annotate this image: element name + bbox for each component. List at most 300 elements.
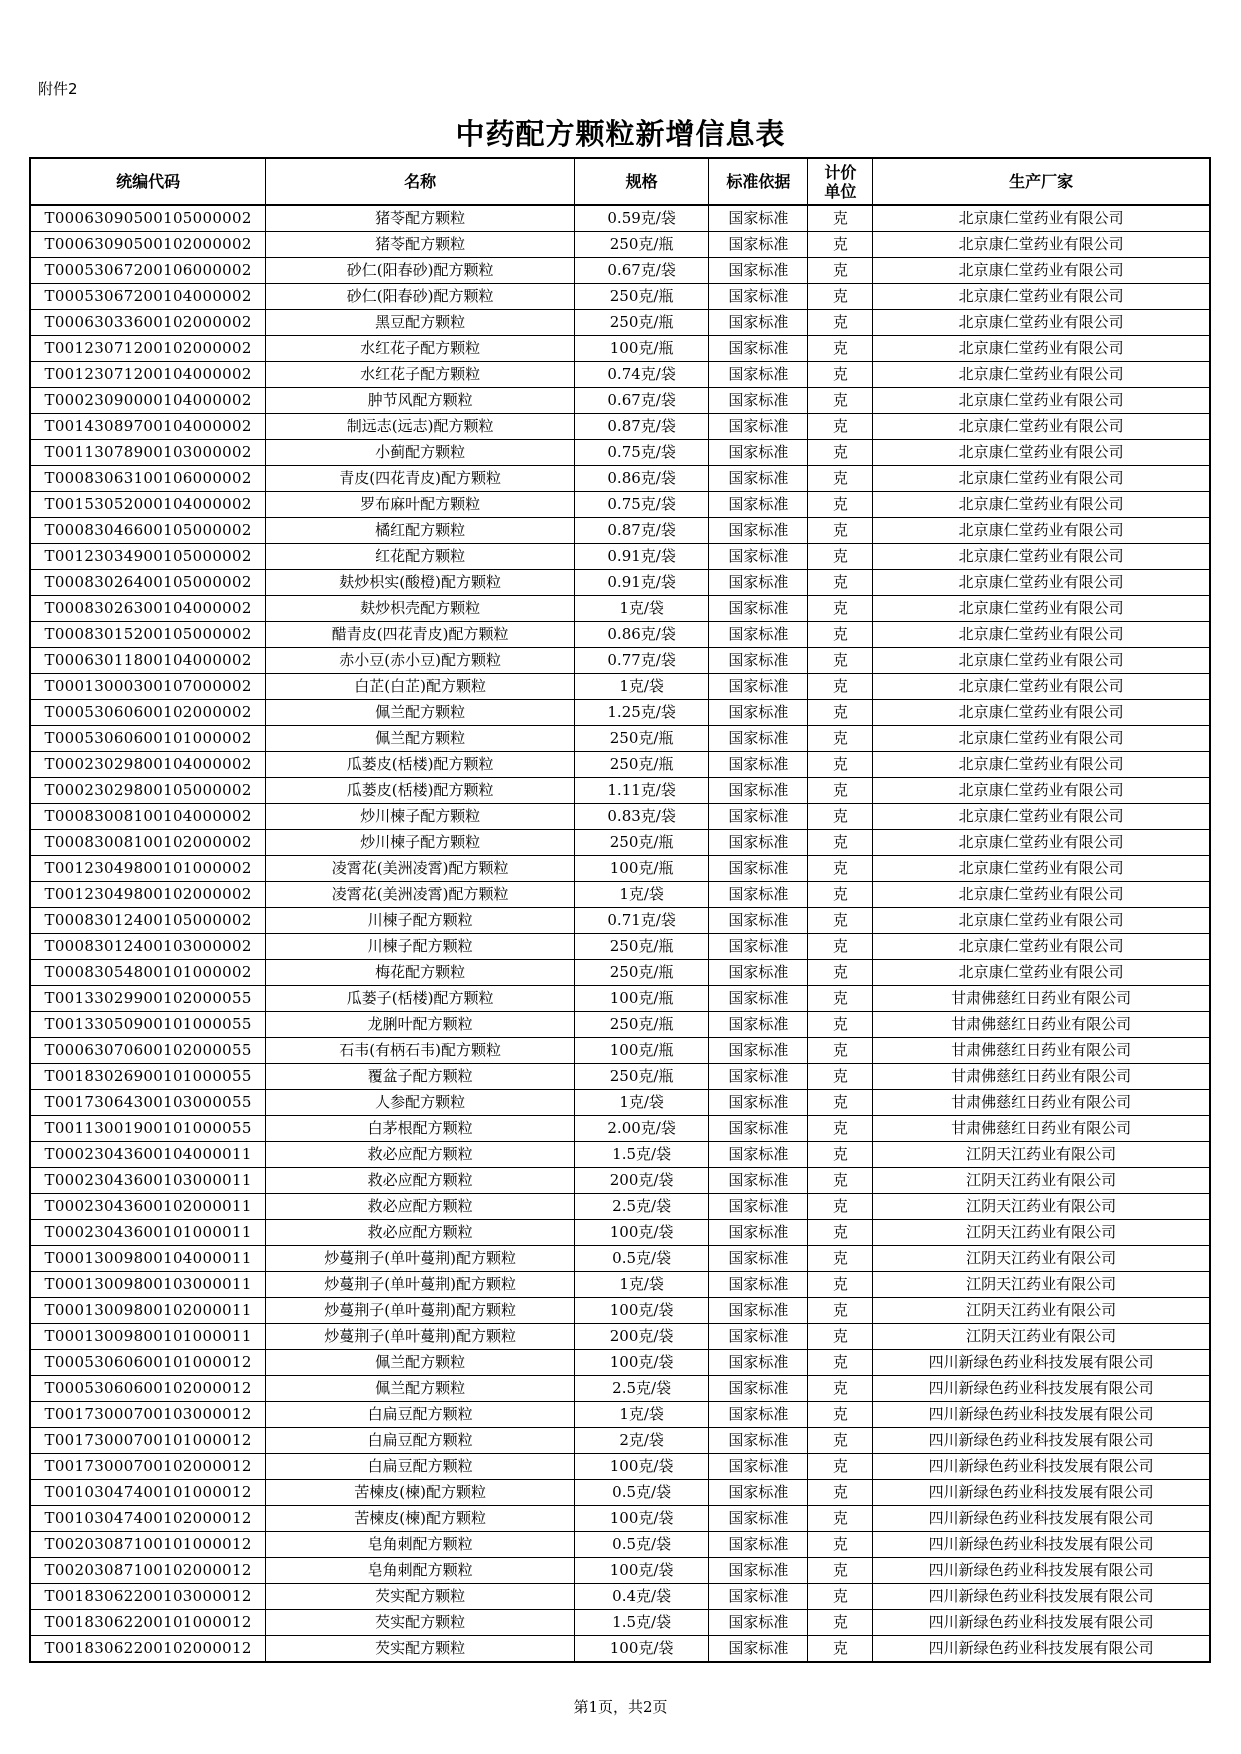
cell-standard: 国家标准 xyxy=(709,1038,808,1064)
cell-unit: 克 xyxy=(808,544,873,570)
cell-manufacturer: 北京康仁堂药业有限公司 xyxy=(873,336,1210,362)
cell-manufacturer: 四川新绿色药业科技发展有限公司 xyxy=(873,1402,1210,1428)
cell-code: T00123049800101000002 xyxy=(30,856,266,882)
cell-spec: 0.87克/袋 xyxy=(574,518,708,544)
cell-unit: 克 xyxy=(808,1116,873,1142)
table-row xyxy=(30,284,1210,310)
cell-name: 皂角刺配方颗粒 xyxy=(266,1532,575,1558)
cell-manufacturer: 江阴天江药业有限公司 xyxy=(873,1298,1210,1324)
table-row xyxy=(30,362,1210,388)
cell-spec: 2.5克/袋 xyxy=(574,1194,708,1220)
cell-code: T00063090500102000002 xyxy=(30,232,266,258)
cell-name: 凌霄花(美洲凌霄)配方颗粒 xyxy=(266,856,575,882)
cell-standard: 国家标准 xyxy=(709,1090,808,1116)
cell-spec: 0.71克/袋 xyxy=(574,908,708,934)
cell-spec: 250克/瓶 xyxy=(574,1064,708,1090)
cell-name: 小蓟配方颗粒 xyxy=(266,440,575,466)
cell-name: 芡实配方颗粒 xyxy=(266,1584,575,1610)
table-row xyxy=(30,258,1210,284)
cell-standard: 国家标准 xyxy=(709,284,808,310)
cell-unit: 克 xyxy=(808,205,873,232)
cell-spec: 0.67克/袋 xyxy=(574,388,708,414)
cell-code: T00083012400103000002 xyxy=(30,934,266,960)
cell-spec: 0.91克/袋 xyxy=(574,544,708,570)
cell-code: T00013009800103000011 xyxy=(30,1272,266,1298)
cell-standard: 国家标准 xyxy=(709,1272,808,1298)
cell-spec: 1.11克/袋 xyxy=(574,778,708,804)
table-row xyxy=(30,778,1210,804)
cell-spec: 0.5克/袋 xyxy=(574,1532,708,1558)
header-manufacturer: 生产厂家 xyxy=(873,158,1210,205)
table-row xyxy=(30,1116,1210,1142)
cell-spec: 1克/袋 xyxy=(574,1402,708,1428)
cell-spec: 1克/袋 xyxy=(574,1272,708,1298)
cell-manufacturer: 江阴天江药业有限公司 xyxy=(873,1142,1210,1168)
cell-unit: 克 xyxy=(808,648,873,674)
cell-standard: 国家标准 xyxy=(709,726,808,752)
cell-code: T00103047400101000012 xyxy=(30,1480,266,1506)
table-row xyxy=(30,1610,1210,1636)
cell-code: T00203087100101000012 xyxy=(30,1532,266,1558)
cell-manufacturer: 四川新绿色药业科技发展有限公司 xyxy=(873,1480,1210,1506)
cell-name: 赤小豆(赤小豆)配方颗粒 xyxy=(266,648,575,674)
cell-name: 炒蔓荆子(单叶蔓荆)配方颗粒 xyxy=(266,1272,575,1298)
cell-manufacturer: 甘肃佛慈红日药业有限公司 xyxy=(873,1038,1210,1064)
cell-code: T00083054800101000002 xyxy=(30,960,266,986)
cell-code: T00173000700101000012 xyxy=(30,1428,266,1454)
table-row xyxy=(30,1402,1210,1428)
cell-spec: 0.75克/袋 xyxy=(574,440,708,466)
cell-name: 橘红配方颗粒 xyxy=(266,518,575,544)
cell-code: T00083012400105000002 xyxy=(30,908,266,934)
cell-code: T00023043600101000011 xyxy=(30,1220,266,1246)
cell-code: T00083008100104000002 xyxy=(30,804,266,830)
cell-code: T00023043600104000011 xyxy=(30,1142,266,1168)
cell-standard: 国家标准 xyxy=(709,856,808,882)
cell-code: T00053060600102000012 xyxy=(30,1376,266,1402)
cell-name: 白芷(白芷)配方颗粒 xyxy=(266,674,575,700)
cell-spec: 100克/袋 xyxy=(574,1506,708,1532)
cell-name: 佩兰配方颗粒 xyxy=(266,1350,575,1376)
cell-unit: 克 xyxy=(808,570,873,596)
cell-manufacturer: 北京康仁堂药业有限公司 xyxy=(873,232,1210,258)
cell-unit: 克 xyxy=(808,518,873,544)
cell-manufacturer: 甘肃佛慈红日药业有限公司 xyxy=(873,1064,1210,1090)
header-code: 统编代码 xyxy=(30,158,266,205)
cell-standard: 国家标准 xyxy=(709,362,808,388)
cell-spec: 250克/瓶 xyxy=(574,232,708,258)
table-row xyxy=(30,960,1210,986)
cell-code: T00053060600101000012 xyxy=(30,1350,266,1376)
table-header-row xyxy=(30,158,1210,205)
cell-unit: 克 xyxy=(808,336,873,362)
cell-name: 人参配方颗粒 xyxy=(266,1090,575,1116)
cell-manufacturer: 四川新绿色药业科技发展有限公司 xyxy=(873,1610,1210,1636)
table-row xyxy=(30,1142,1210,1168)
cell-unit: 克 xyxy=(808,1220,873,1246)
cell-code: T00083015200105000002 xyxy=(30,622,266,648)
cell-spec: 100克/袋 xyxy=(574,1350,708,1376)
cell-standard: 国家标准 xyxy=(709,960,808,986)
cell-standard: 国家标准 xyxy=(709,492,808,518)
cell-code: T00173064300103000055 xyxy=(30,1090,266,1116)
cell-code: T00013009800104000011 xyxy=(30,1246,266,1272)
cell-standard: 国家标准 xyxy=(709,518,808,544)
cell-unit: 克 xyxy=(808,310,873,336)
cell-standard: 国家标准 xyxy=(709,830,808,856)
cell-code: T00123071200104000002 xyxy=(30,362,266,388)
cell-unit: 克 xyxy=(808,492,873,518)
cell-unit: 克 xyxy=(808,362,873,388)
header-standard: 标准依据 xyxy=(709,158,808,205)
cell-name: 佩兰配方颗粒 xyxy=(266,700,575,726)
cell-spec: 250克/瓶 xyxy=(574,726,708,752)
cell-name: 救必应配方颗粒 xyxy=(266,1168,575,1194)
cell-manufacturer: 四川新绿色药业科技发展有限公司 xyxy=(873,1376,1210,1402)
table-row xyxy=(30,1038,1210,1064)
cell-spec: 1.5克/袋 xyxy=(574,1142,708,1168)
cell-name: 白扁豆配方颗粒 xyxy=(266,1428,575,1454)
table-row xyxy=(30,336,1210,362)
cell-spec: 100克/袋 xyxy=(574,1298,708,1324)
cell-standard: 国家标准 xyxy=(709,1350,808,1376)
cell-spec: 100克/袋 xyxy=(574,1454,708,1480)
cell-standard: 国家标准 xyxy=(709,205,808,232)
cell-unit: 克 xyxy=(808,1454,873,1480)
cell-code: T00023043600102000011 xyxy=(30,1194,266,1220)
cell-manufacturer: 四川新绿色药业科技发展有限公司 xyxy=(873,1506,1210,1532)
cell-standard: 国家标准 xyxy=(709,622,808,648)
cell-manufacturer: 北京康仁堂药业有限公司 xyxy=(873,908,1210,934)
cell-spec: 2.5克/袋 xyxy=(574,1376,708,1402)
cell-name: 救必应配方颗粒 xyxy=(266,1220,575,1246)
cell-spec: 0.87克/袋 xyxy=(574,414,708,440)
cell-name: 瓜蒌子(栝楼)配方颗粒 xyxy=(266,986,575,1012)
table-row xyxy=(30,1012,1210,1038)
cell-manufacturer: 北京康仁堂药业有限公司 xyxy=(873,804,1210,830)
cell-spec: 0.77克/袋 xyxy=(574,648,708,674)
cell-name: 红花配方颗粒 xyxy=(266,544,575,570)
table-body xyxy=(30,205,1210,1662)
cell-name: 醋青皮(四花青皮)配方颗粒 xyxy=(266,622,575,648)
cell-standard: 国家标准 xyxy=(709,1558,808,1584)
cell-standard: 国家标准 xyxy=(709,908,808,934)
table-row xyxy=(30,726,1210,752)
cell-code: T00023029800105000002 xyxy=(30,778,266,804)
table-row xyxy=(30,1480,1210,1506)
cell-code: T00013000300107000002 xyxy=(30,674,266,700)
cell-code: T00123071200102000002 xyxy=(30,336,266,362)
cell-manufacturer: 北京康仁堂药业有限公司 xyxy=(873,440,1210,466)
cell-manufacturer: 北京康仁堂药业有限公司 xyxy=(873,466,1210,492)
cell-spec: 100克/瓶 xyxy=(574,986,708,1012)
cell-manufacturer: 北京康仁堂药业有限公司 xyxy=(873,830,1210,856)
cell-name: 瓜蒌皮(栝楼)配方颗粒 xyxy=(266,778,575,804)
cell-spec: 250克/瓶 xyxy=(574,284,708,310)
cell-standard: 国家标准 xyxy=(709,700,808,726)
cell-name: 苦楝皮(楝)配方颗粒 xyxy=(266,1506,575,1532)
cell-spec: 0.86克/袋 xyxy=(574,466,708,492)
cell-code: T00083063100106000002 xyxy=(30,466,266,492)
cell-code: T00023090000104000002 xyxy=(30,388,266,414)
cell-standard: 国家标准 xyxy=(709,1636,808,1663)
cell-code: T00133050900101000055 xyxy=(30,1012,266,1038)
header-unit-line1: 计价 xyxy=(824,162,857,182)
cell-name: 白茅根配方颗粒 xyxy=(266,1116,575,1142)
cell-name: 凌霄花(美洲凌霄)配方颗粒 xyxy=(266,882,575,908)
cell-unit: 克 xyxy=(808,1350,873,1376)
cell-spec: 1克/袋 xyxy=(574,674,708,700)
table-row xyxy=(30,1454,1210,1480)
cell-name: 猪苓配方颗粒 xyxy=(266,205,575,232)
cell-manufacturer: 江阴天江药业有限公司 xyxy=(873,1194,1210,1220)
cell-name: 砂仁(阳春砂)配方颗粒 xyxy=(266,284,575,310)
cell-code: T00053060600102000002 xyxy=(30,700,266,726)
table-row xyxy=(30,622,1210,648)
cell-manufacturer: 北京康仁堂药业有限公司 xyxy=(873,362,1210,388)
cell-name: 龙脷叶配方颗粒 xyxy=(266,1012,575,1038)
cell-unit: 克 xyxy=(808,1402,873,1428)
cell-manufacturer: 四川新绿色药业科技发展有限公司 xyxy=(873,1584,1210,1610)
cell-name: 麸炒枳实(酸橙)配方颗粒 xyxy=(266,570,575,596)
cell-unit: 克 xyxy=(808,1038,873,1064)
cell-spec: 100克/袋 xyxy=(574,1220,708,1246)
cell-standard: 国家标准 xyxy=(709,1480,808,1506)
cell-spec: 250克/瓶 xyxy=(574,752,708,778)
table-row xyxy=(30,1636,1210,1663)
cell-spec: 100克/瓶 xyxy=(574,856,708,882)
cell-code: T00063033600102000002 xyxy=(30,310,266,336)
cell-code: T00063011800104000002 xyxy=(30,648,266,674)
cell-spec: 250克/瓶 xyxy=(574,934,708,960)
table-row xyxy=(30,1350,1210,1376)
cell-standard: 国家标准 xyxy=(709,440,808,466)
table-row xyxy=(30,934,1210,960)
header-name: 名称 xyxy=(266,158,575,205)
header-unit xyxy=(808,158,873,205)
cell-unit: 克 xyxy=(808,752,873,778)
cell-spec: 0.91克/袋 xyxy=(574,570,708,596)
cell-unit: 克 xyxy=(808,1480,873,1506)
cell-spec: 2克/袋 xyxy=(574,1428,708,1454)
cell-name: 炒蔓荆子(单叶蔓荆)配方颗粒 xyxy=(266,1246,575,1272)
cell-spec: 2.00克/袋 xyxy=(574,1116,708,1142)
cell-name: 水红花子配方颗粒 xyxy=(266,336,575,362)
cell-name: 水红花子配方颗粒 xyxy=(266,362,575,388)
cell-unit: 克 xyxy=(808,1532,873,1558)
table-row xyxy=(30,856,1210,882)
cell-unit: 克 xyxy=(808,1610,873,1636)
cell-code: T00173000700102000012 xyxy=(30,1454,266,1480)
cell-standard: 国家标准 xyxy=(709,1116,808,1142)
cell-standard: 国家标准 xyxy=(709,1324,808,1350)
table-row xyxy=(30,1298,1210,1324)
cell-code: T00173000700103000012 xyxy=(30,1402,266,1428)
cell-spec: 200克/袋 xyxy=(574,1324,708,1350)
cell-unit: 克 xyxy=(808,804,873,830)
cell-standard: 国家标准 xyxy=(709,1584,808,1610)
cell-code: T00103047400102000012 xyxy=(30,1506,266,1532)
cell-manufacturer: 北京康仁堂药业有限公司 xyxy=(873,700,1210,726)
table-row xyxy=(30,388,1210,414)
cell-manufacturer: 江阴天江药业有限公司 xyxy=(873,1324,1210,1350)
cell-standard: 国家标准 xyxy=(709,752,808,778)
table-row xyxy=(30,1194,1210,1220)
table-row xyxy=(30,674,1210,700)
page-title: 中药配方颗粒新增信息表 xyxy=(455,117,786,151)
cell-manufacturer: 北京康仁堂药业有限公司 xyxy=(873,778,1210,804)
cell-unit: 克 xyxy=(808,856,873,882)
cell-standard: 国家标准 xyxy=(709,466,808,492)
cell-standard: 国家标准 xyxy=(709,1610,808,1636)
table-row xyxy=(30,1506,1210,1532)
cell-unit: 克 xyxy=(808,1168,873,1194)
table-row xyxy=(30,1090,1210,1116)
cell-standard: 国家标准 xyxy=(709,388,808,414)
cell-code: T00203087100102000012 xyxy=(30,1558,266,1584)
cell-unit: 克 xyxy=(808,934,873,960)
cell-name: 砂仁(阳春砂)配方颗粒 xyxy=(266,258,575,284)
cell-unit: 克 xyxy=(808,1636,873,1663)
cell-spec: 0.83克/袋 xyxy=(574,804,708,830)
cell-unit: 克 xyxy=(808,830,873,856)
table-row xyxy=(30,1532,1210,1558)
cell-name: 芡实配方颗粒 xyxy=(266,1636,575,1663)
cell-unit: 克 xyxy=(808,700,873,726)
cell-unit: 克 xyxy=(808,414,873,440)
header-spec: 规格 xyxy=(574,158,708,205)
cell-manufacturer: 北京康仁堂药业有限公司 xyxy=(873,414,1210,440)
table-row xyxy=(30,648,1210,674)
cell-name: 苦楝皮(楝)配方颗粒 xyxy=(266,1480,575,1506)
cell-standard: 国家标准 xyxy=(709,674,808,700)
cell-name: 梅花配方颗粒 xyxy=(266,960,575,986)
cell-standard: 国家标准 xyxy=(709,570,808,596)
cell-name: 瓜蒌皮(栝楼)配方颗粒 xyxy=(266,752,575,778)
cell-spec: 100克/袋 xyxy=(574,1636,708,1663)
cell-unit: 克 xyxy=(808,986,873,1012)
cell-manufacturer: 北京康仁堂药业有限公司 xyxy=(873,622,1210,648)
cell-name: 炒川楝子配方颗粒 xyxy=(266,804,575,830)
cell-standard: 国家标准 xyxy=(709,310,808,336)
page-footer: 第1页，共2页 xyxy=(573,1698,668,1716)
table-row xyxy=(30,596,1210,622)
cell-unit: 克 xyxy=(808,882,873,908)
cell-name: 石韦(有柄石韦)配方颗粒 xyxy=(266,1038,575,1064)
cell-name: 救必应配方颗粒 xyxy=(266,1194,575,1220)
cell-code: T00063070600102000055 xyxy=(30,1038,266,1064)
cell-standard: 国家标准 xyxy=(709,1012,808,1038)
cell-name: 川楝子配方颗粒 xyxy=(266,934,575,960)
table-row xyxy=(30,466,1210,492)
cell-manufacturer: 四川新绿色药业科技发展有限公司 xyxy=(873,1454,1210,1480)
cell-spec: 200克/袋 xyxy=(574,1168,708,1194)
cell-unit: 克 xyxy=(808,1012,873,1038)
cell-code: T00123049800102000002 xyxy=(30,882,266,908)
cell-name: 猪苓配方颗粒 xyxy=(266,232,575,258)
cell-unit: 克 xyxy=(808,1272,873,1298)
cell-spec: 0.59克/袋 xyxy=(574,205,708,232)
cell-code: T00083026400105000002 xyxy=(30,570,266,596)
cell-name: 皂角刺配方颗粒 xyxy=(266,1558,575,1584)
cell-manufacturer: 北京康仁堂药业有限公司 xyxy=(873,674,1210,700)
info-table xyxy=(29,157,1211,1663)
cell-standard: 国家标准 xyxy=(709,1428,808,1454)
cell-spec: 0.5克/袋 xyxy=(574,1480,708,1506)
cell-spec: 0.86克/袋 xyxy=(574,622,708,648)
cell-name: 川楝子配方颗粒 xyxy=(266,908,575,934)
cell-manufacturer: 北京康仁堂药业有限公司 xyxy=(873,934,1210,960)
cell-standard: 国家标准 xyxy=(709,648,808,674)
table-row xyxy=(30,830,1210,856)
cell-spec: 1克/袋 xyxy=(574,596,708,622)
cell-manufacturer: 四川新绿色药业科技发展有限公司 xyxy=(873,1636,1210,1663)
table-row xyxy=(30,1168,1210,1194)
cell-unit: 克 xyxy=(808,726,873,752)
cell-standard: 国家标准 xyxy=(709,1506,808,1532)
cell-standard: 国家标准 xyxy=(709,596,808,622)
cell-manufacturer: 甘肃佛慈红日药业有限公司 xyxy=(873,1116,1210,1142)
cell-code: T00113001900101000055 xyxy=(30,1116,266,1142)
cell-unit: 克 xyxy=(808,258,873,284)
cell-standard: 国家标准 xyxy=(709,778,808,804)
cell-manufacturer: 四川新绿色药业科技发展有限公司 xyxy=(873,1532,1210,1558)
cell-spec: 1克/袋 xyxy=(574,1090,708,1116)
table-row xyxy=(30,882,1210,908)
cell-standard: 国家标准 xyxy=(709,1168,808,1194)
cell-standard: 国家标准 xyxy=(709,414,808,440)
cell-unit: 克 xyxy=(808,1584,873,1610)
table-row xyxy=(30,440,1210,466)
cell-manufacturer: 北京康仁堂药业有限公司 xyxy=(873,544,1210,570)
table-row xyxy=(30,700,1210,726)
cell-code: T00183026900101000055 xyxy=(30,1064,266,1090)
cell-manufacturer: 四川新绿色药业科技发展有限公司 xyxy=(873,1350,1210,1376)
cell-standard: 国家标准 xyxy=(709,232,808,258)
cell-code: T00143089700104000002 xyxy=(30,414,266,440)
table-row xyxy=(30,1558,1210,1584)
table-row xyxy=(30,1246,1210,1272)
cell-manufacturer: 甘肃佛慈红日药业有限公司 xyxy=(873,986,1210,1012)
cell-unit: 克 xyxy=(808,960,873,986)
cell-standard: 国家标准 xyxy=(709,258,808,284)
cell-manufacturer: 江阴天江药业有限公司 xyxy=(873,1272,1210,1298)
cell-code: T00133029900102000055 xyxy=(30,986,266,1012)
cell-name: 佩兰配方颗粒 xyxy=(266,1376,575,1402)
cell-standard: 国家标准 xyxy=(709,1246,808,1272)
cell-unit: 克 xyxy=(808,1298,873,1324)
cell-unit: 克 xyxy=(808,440,873,466)
cell-manufacturer: 北京康仁堂药业有限公司 xyxy=(873,388,1210,414)
cell-code: T00123034900105000002 xyxy=(30,544,266,570)
cell-spec: 250克/瓶 xyxy=(574,310,708,336)
cell-code: T00023029800104000002 xyxy=(30,752,266,778)
cell-manufacturer: 北京康仁堂药业有限公司 xyxy=(873,310,1210,336)
cell-manufacturer: 江阴天江药业有限公司 xyxy=(873,1220,1210,1246)
cell-unit: 克 xyxy=(808,1246,873,1272)
cell-spec: 1克/袋 xyxy=(574,882,708,908)
cell-code: T00153052000104000002 xyxy=(30,492,266,518)
cell-manufacturer: 北京康仁堂药业有限公司 xyxy=(873,205,1210,232)
cell-standard: 国家标准 xyxy=(709,336,808,362)
cell-spec: 0.75克/袋 xyxy=(574,492,708,518)
table-row xyxy=(30,414,1210,440)
table-row xyxy=(30,310,1210,336)
cell-manufacturer: 北京康仁堂药业有限公司 xyxy=(873,492,1210,518)
cell-code: T00013009800102000011 xyxy=(30,1298,266,1324)
cell-manufacturer: 北京康仁堂药业有限公司 xyxy=(873,518,1210,544)
cell-name: 芡实配方颗粒 xyxy=(266,1610,575,1636)
